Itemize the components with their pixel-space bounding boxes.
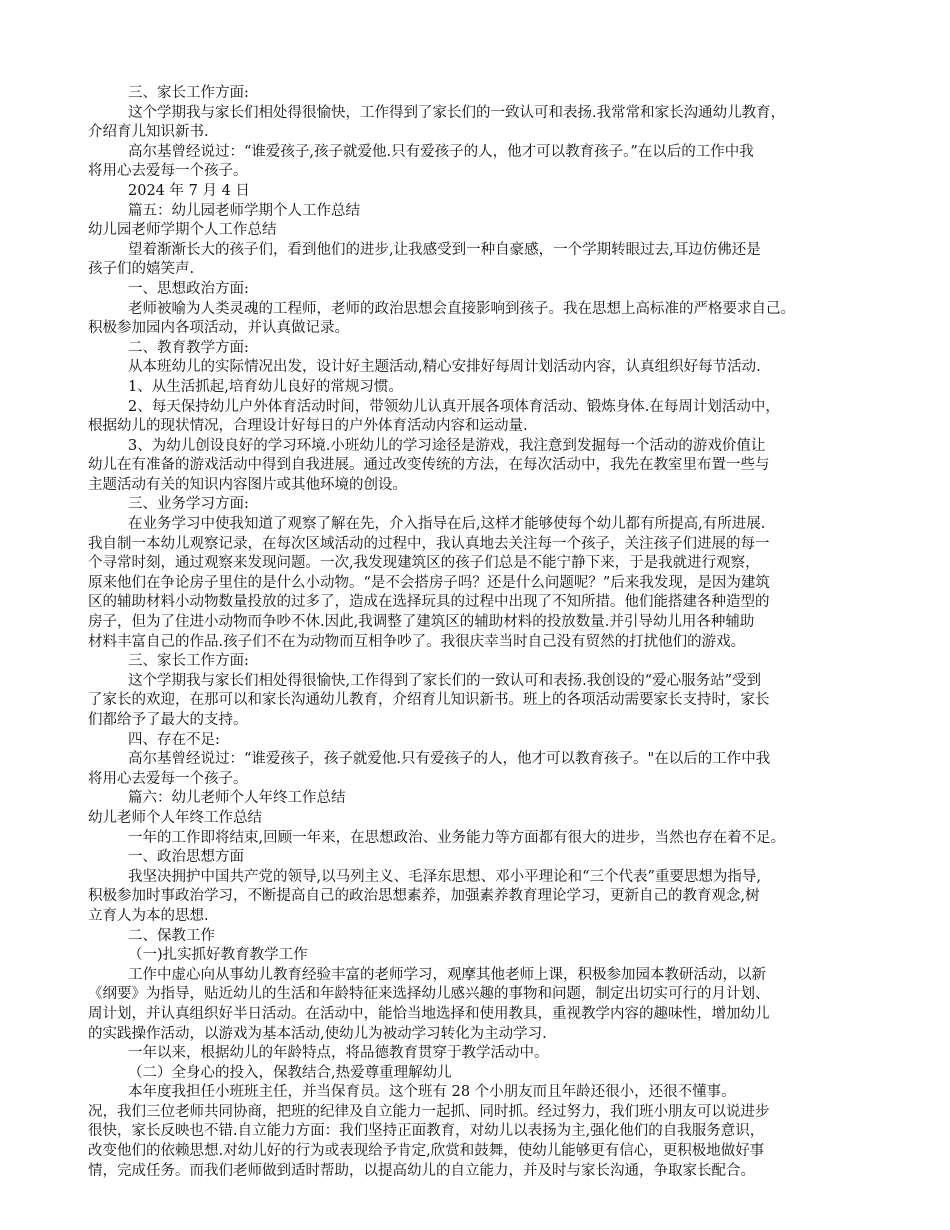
text-line: 《纲要》为指导，贴近幼儿的生活和年龄特征来选择幼儿感兴趣的事物和问题，制定出切实可行的月计划、 (88, 986, 770, 1003)
text-line: 二、教育教学方面: (128, 339, 249, 356)
text-line: 篇五：幼儿园老师学期个人工作总结 (128, 202, 360, 219)
text-line: 2024 年 7 月 4 日 (128, 182, 250, 199)
text-line: 本年度我担任小班班主任，并当保育员。这个班有 28 个小朋友而且年龄还很小，还很不懂事。 (128, 1084, 736, 1101)
text-line: 很快，家长反映也不错.自立能力方面：我们坚持正面教育，对幼儿以表扬为主,强化他们的自我服务意识， (88, 1123, 765, 1140)
text-line: 一年以来，根据幼儿的年龄特点，将品德教育贯穿于教学活动中。 (128, 1045, 549, 1062)
text-line: 二、保教工作 (128, 927, 215, 944)
text-line: 房子，但为了住进小动物而争吵不休.因此,我调整了建筑区的辅助材料的投放数量.并引导幼儿用各种辅助 (88, 614, 755, 631)
document-body (88, 84, 868, 1181)
text-line: 四、存在不足: (128, 731, 220, 748)
text-line: 周计划，并认真组织好半日活动。在活动中，能恰当地选择和使用教具，重视教学内容的趣味性，增加幼儿 (88, 1005, 770, 1022)
text-line: 一、政治思想方面 (128, 849, 244, 866)
text-line: 孩子们的嬉笑声. (88, 261, 195, 278)
text-line: 三、家长工作方面: (128, 653, 249, 670)
text-line: 积极参加时事政治学习，不断提高自己的政治思想素养，加强素养教育理论学习，更新自己的教育观念,树 (88, 888, 760, 905)
text-line: 积极参加园内各项活动，并认真做记录。 (88, 320, 349, 337)
text-line: 根据幼儿的现状情况，合理设计好每日的户外体育活动内容和运动量. (88, 418, 528, 435)
text-line: 这个学期我与家长们相处得很愉快，工作得到了家长们的一致认可和表扬.我常常和家长沟通幼儿教育， (128, 104, 786, 121)
text-line: 高尔基曾经说过：“谁爱孩子,孩子就爱他.只有爱孩子的人，他才可以教育孩子。”在以后的工作中我 (128, 143, 754, 160)
text-line: 我自制一本幼儿观察记录，在每次区域活动的过程中，我认真地去关注每一个孩子，关注孩子们进展的每一 (88, 535, 770, 552)
text-line: 3、为幼儿创设良好的学习环境.小班幼儿的学习途径是游戏，我注意到发掘每一个活动的游戏价值让 (128, 437, 766, 454)
text-line: 情，完成任务。而我们老师做到适时帮助，以提高幼儿的自立能力，并及时与家长沟通，争取家长配合。 (88, 1162, 755, 1179)
text-line: 在业务学习中使我知道了观察了解在先，介入指导在后,这样才能够使每个幼儿都有所提高,有所进展. (128, 516, 766, 533)
text-line: 改变他们的依赖思想.对幼儿好的行为或表现给予肯定,欣赏和鼓舞，使幼儿能够更有信心，更积极地做好事 (88, 1143, 765, 1160)
text-line: 工作中虚心向从事幼儿教育经验丰富的老师学习，观摩其他老师上课，积极参加园本教研活动，以新 (128, 966, 766, 983)
text-line: 1、从生活抓起,培育幼儿良好的常规习惯。 (128, 378, 403, 395)
text-line: 区的辅助材料小动物数量投放的过多了，造成在选择玩具的过程中出现了不知所措。他们能搭建各种造型的 (88, 594, 770, 611)
text-line: 们都给予了最大的支持。 (88, 712, 248, 728)
text-line: 原来他们在争论房子里住的是什么小动物。“是不会搭房子吗？还是什么问题呢？”后来我发现，是因为建筑 (88, 574, 770, 591)
text-line: （二）全身心的投入，保教结合,热爱尊重理解幼儿 (128, 1064, 452, 1081)
text-line: 介绍育儿知识新书. (88, 124, 209, 141)
text-line: 主题活动有关的知识内容图片或其他环境的创设。 (88, 476, 407, 493)
text-line: 我坚决拥护中国共产党的领导,以马列主义、毛泽东思想、邓小平理论和“三个代表”重要思想为指导, (128, 868, 762, 885)
text-line: 幼儿在有准备的游戏活动中得到自我进展。通过改变传统的方法，在每次活动中，我先在教室里布置一些与 (88, 457, 770, 474)
text-line: 从本班幼儿的实际情况出发，设计好主题活动,精心安排好每周计划活动内容，认真组织好每节活动. (128, 359, 761, 376)
text-line: 幼儿老师个人年终工作总结 (88, 809, 262, 826)
text-line: 将用心去爱每一个孩子。 (88, 163, 248, 180)
text-line: 的实践操作活动，以游戏为基本活动,使幼儿为被动学习转化为主动学习. (88, 1025, 547, 1042)
text-line: 了家长的欢迎，在那可以和家长沟通幼儿教育，介绍育儿知识新书。班上的各项活动需要家长支持时，家长 (88, 692, 770, 709)
text-line: 将用心去爱每一个孩子。 (88, 770, 248, 787)
text-line: 望着渐渐长大的孩子们，看到他们的进步,让我感受到一种自豪感，一个学期转眼过去,耳边仿佛还是 (128, 241, 761, 258)
text-line: （一)扎实抓好教育教学工作 (128, 947, 308, 964)
text-line: 老师被喻为人类灵魂的工程师，老师的政治思想会直接影响到孩子。我在思想上高标准的严格要求自己。 (128, 300, 795, 317)
text-line: 三、业务学习方面: (128, 496, 249, 513)
text-line: 一、思想政治方面: (128, 280, 249, 297)
text-line: 况，我们三位老师共同协商，把班的纪律及自立能力一起抓、同时抓。经过努力，我们班小朋友可以说进步 (88, 1103, 770, 1120)
text-line: 幼儿园老师学期个人工作总结 (88, 222, 277, 239)
text-line: 一年的工作即将结束,回顾一年来，在思想政治、业务能力等方面都有很大的进步，当然也存在着不足。 (128, 829, 786, 846)
text-line: 三、家长工作方面: (128, 85, 249, 101)
text-line: 这个学期我与家长们相处得很愉快,工作得到了家长们的一致认可和表扬.我创设的“爱心服务站”受到 (128, 672, 762, 689)
text-line: 立育人为本的思想. (88, 907, 209, 924)
text-line: 篇六：幼儿老师个人年终工作总结 (128, 790, 346, 807)
text-line: 个寻常时刻，通过观察来发现问题。一次,我发现建筑区的孩子们总是不能宁静下来，于是我就进行观察， (88, 555, 760, 572)
text-line: 高尔基曾经说过：“谁爱孩子，孩子就爱他.只有爱孩子的人，他才可以教育孩子。"在以后的工作中我 (128, 751, 771, 768)
text-line: 材料丰富自己的作品.孩子们不在为动物而互相争吵了。我很庆幸当时自己没有贸然的打扰他们的游戏。 (88, 633, 746, 650)
text-line: 2、每天保持幼儿户外体育活动时间，带领幼儿认真开展各项体育活动、锻炼身体.在每周计划活动中， (128, 398, 780, 415)
